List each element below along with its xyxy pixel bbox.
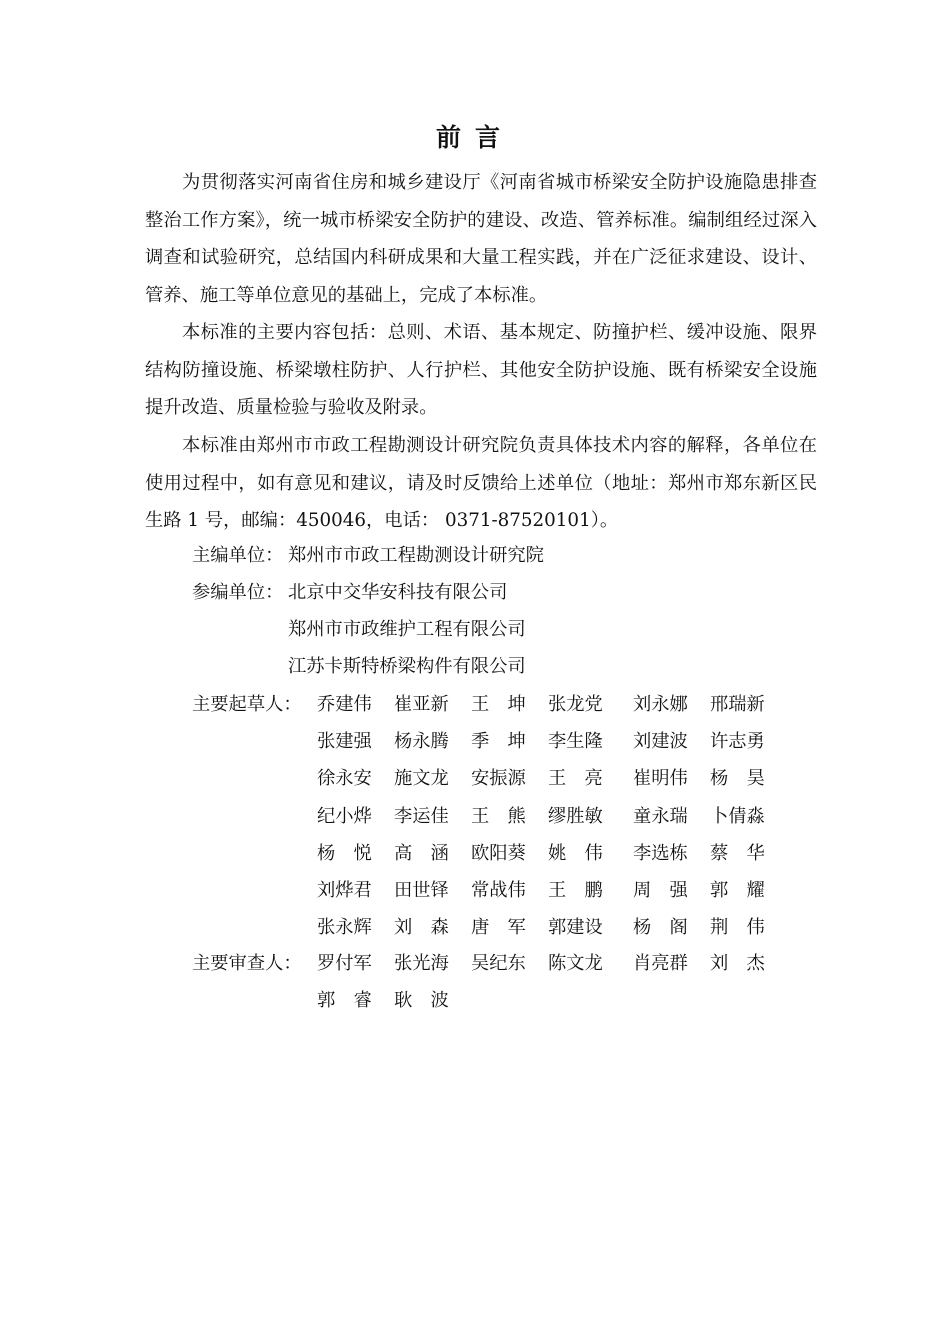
page-title: 前言	[435, 123, 514, 152]
drafter-name: 刘建波	[633, 731, 688, 753]
drafter-name: 姚 伟	[548, 842, 603, 864]
drafter-name: 常战伟	[471, 880, 526, 901]
chief-editor-org: 郑州市市政工程勘测设计研究院	[288, 545, 544, 566]
drafter-name: 王 熊	[471, 805, 526, 827]
drafter-name: 高 涵	[394, 842, 449, 864]
drafter-name: 缪胜敏	[548, 805, 603, 827]
participating-org: 北京中交华安科技有限公司	[288, 582, 508, 603]
drafter-name: 李生隆	[548, 731, 603, 753]
drafter-name: 卜倩淼	[710, 805, 765, 827]
drafter-name: 纪小烨	[317, 805, 372, 827]
paragraph-contents: 本标准的主要内容包括：总则、术语、基本规定、防撞护栏、缓冲设施、限界结构防撞设施、桥梁墩柱防护、人行护栏、其他安全防护设施、既有桥梁安全设施提升改造、质量检验与验收及附录。	[145, 322, 817, 418]
drafter-name: 张永辉	[317, 917, 372, 939]
drafter-name: 邢瑞新	[710, 694, 765, 715]
drafter-name: 杨 阁	[633, 917, 688, 939]
drafter-name: 许志勇	[710, 731, 765, 753]
paragraph-purpose: 为贯彻落实河南省住房和城乡建设厅《河南省城市桥梁安全防护设施隐患排查整治工作方案》，统一城市桥梁安全防护的建设、改造、管养标准。编制组经过深入调查和试验研究，总结国内科研成果和大量工程实践，并在广泛征求建设、设计、管养、施工等单位意见的基础上，完成了本标准。	[145, 172, 817, 306]
drafter-name: 欧阳葵	[471, 842, 526, 864]
reviewer-name: 耿 波	[394, 990, 449, 1012]
drafter-name: 童永瑞	[633, 805, 688, 827]
drafter-name: 王 亮	[548, 768, 603, 790]
drafter-name: 崔亚新	[394, 694, 449, 715]
drafter-name: 季 坤	[471, 731, 526, 753]
drafter-name: 唐 军	[471, 917, 526, 939]
drafter-name: 王 坤	[471, 694, 526, 715]
paragraph-contact: 本标准由郑州市市政工程勘测设计研究院负责具体技术内容的解释，各单位在使用过程中，如有意见和建议，请及时反馈给上述单位（地址：郑州市郑东新区民生路 1 号，邮编：450046，电话： 0371-87520101）。	[145, 435, 817, 531]
drafter-name: 杨 昊	[710, 768, 765, 790]
drafter-name: 郭 耀	[710, 880, 765, 901]
drafters-label: 主要起草人：	[192, 694, 302, 715]
participating-org: 郑州市市政维护工程有限公司	[288, 619, 526, 640]
drafter-name: 乔建伟	[317, 694, 372, 715]
reviewer-name: 肖亮群	[633, 953, 688, 974]
drafter-name: 刘永娜	[633, 694, 688, 715]
drafter-name: 蔡 华	[710, 842, 765, 864]
drafter-name: 崔明伟	[633, 768, 688, 790]
participating-label: 参编单位：	[192, 582, 284, 603]
reviewer-name: 郭 睿	[317, 990, 372, 1012]
reviewer-name: 张光海	[394, 953, 449, 974]
drafter-name: 田世铎	[394, 880, 449, 901]
chief-editor-label: 主编单位：	[192, 545, 284, 566]
reviewers-label: 主要审查人：	[192, 953, 302, 974]
drafter-name: 李选栋	[633, 842, 688, 864]
drafter-name: 刘 森	[394, 917, 449, 939]
drafter-name: 王 鹏	[548, 880, 603, 901]
drafter-name: 李运佳	[394, 805, 449, 827]
drafter-name: 荆 伟	[710, 917, 765, 939]
reviewer-name: 吴纪东	[471, 953, 526, 974]
reviewer-name: 刘 杰	[710, 953, 765, 974]
drafter-name: 安振源	[471, 768, 526, 790]
drafter-name: 杨 悦	[317, 842, 372, 864]
drafter-name: 刘烨君	[317, 880, 372, 901]
reviewer-name: 罗付军	[317, 953, 372, 974]
drafter-name: 施文龙	[394, 768, 449, 790]
drafter-name: 徐永安	[317, 768, 372, 790]
drafter-name: 杨永腾	[394, 731, 449, 753]
drafter-name: 张龙党	[548, 694, 603, 715]
drafter-name: 郭建设	[548, 917, 603, 939]
reviewer-name: 陈文龙	[548, 953, 603, 974]
drafter-name: 周 强	[633, 880, 688, 901]
drafter-name: 张建强	[317, 731, 372, 753]
participating-org: 江苏卡斯特桥梁构件有限公司	[288, 656, 526, 677]
